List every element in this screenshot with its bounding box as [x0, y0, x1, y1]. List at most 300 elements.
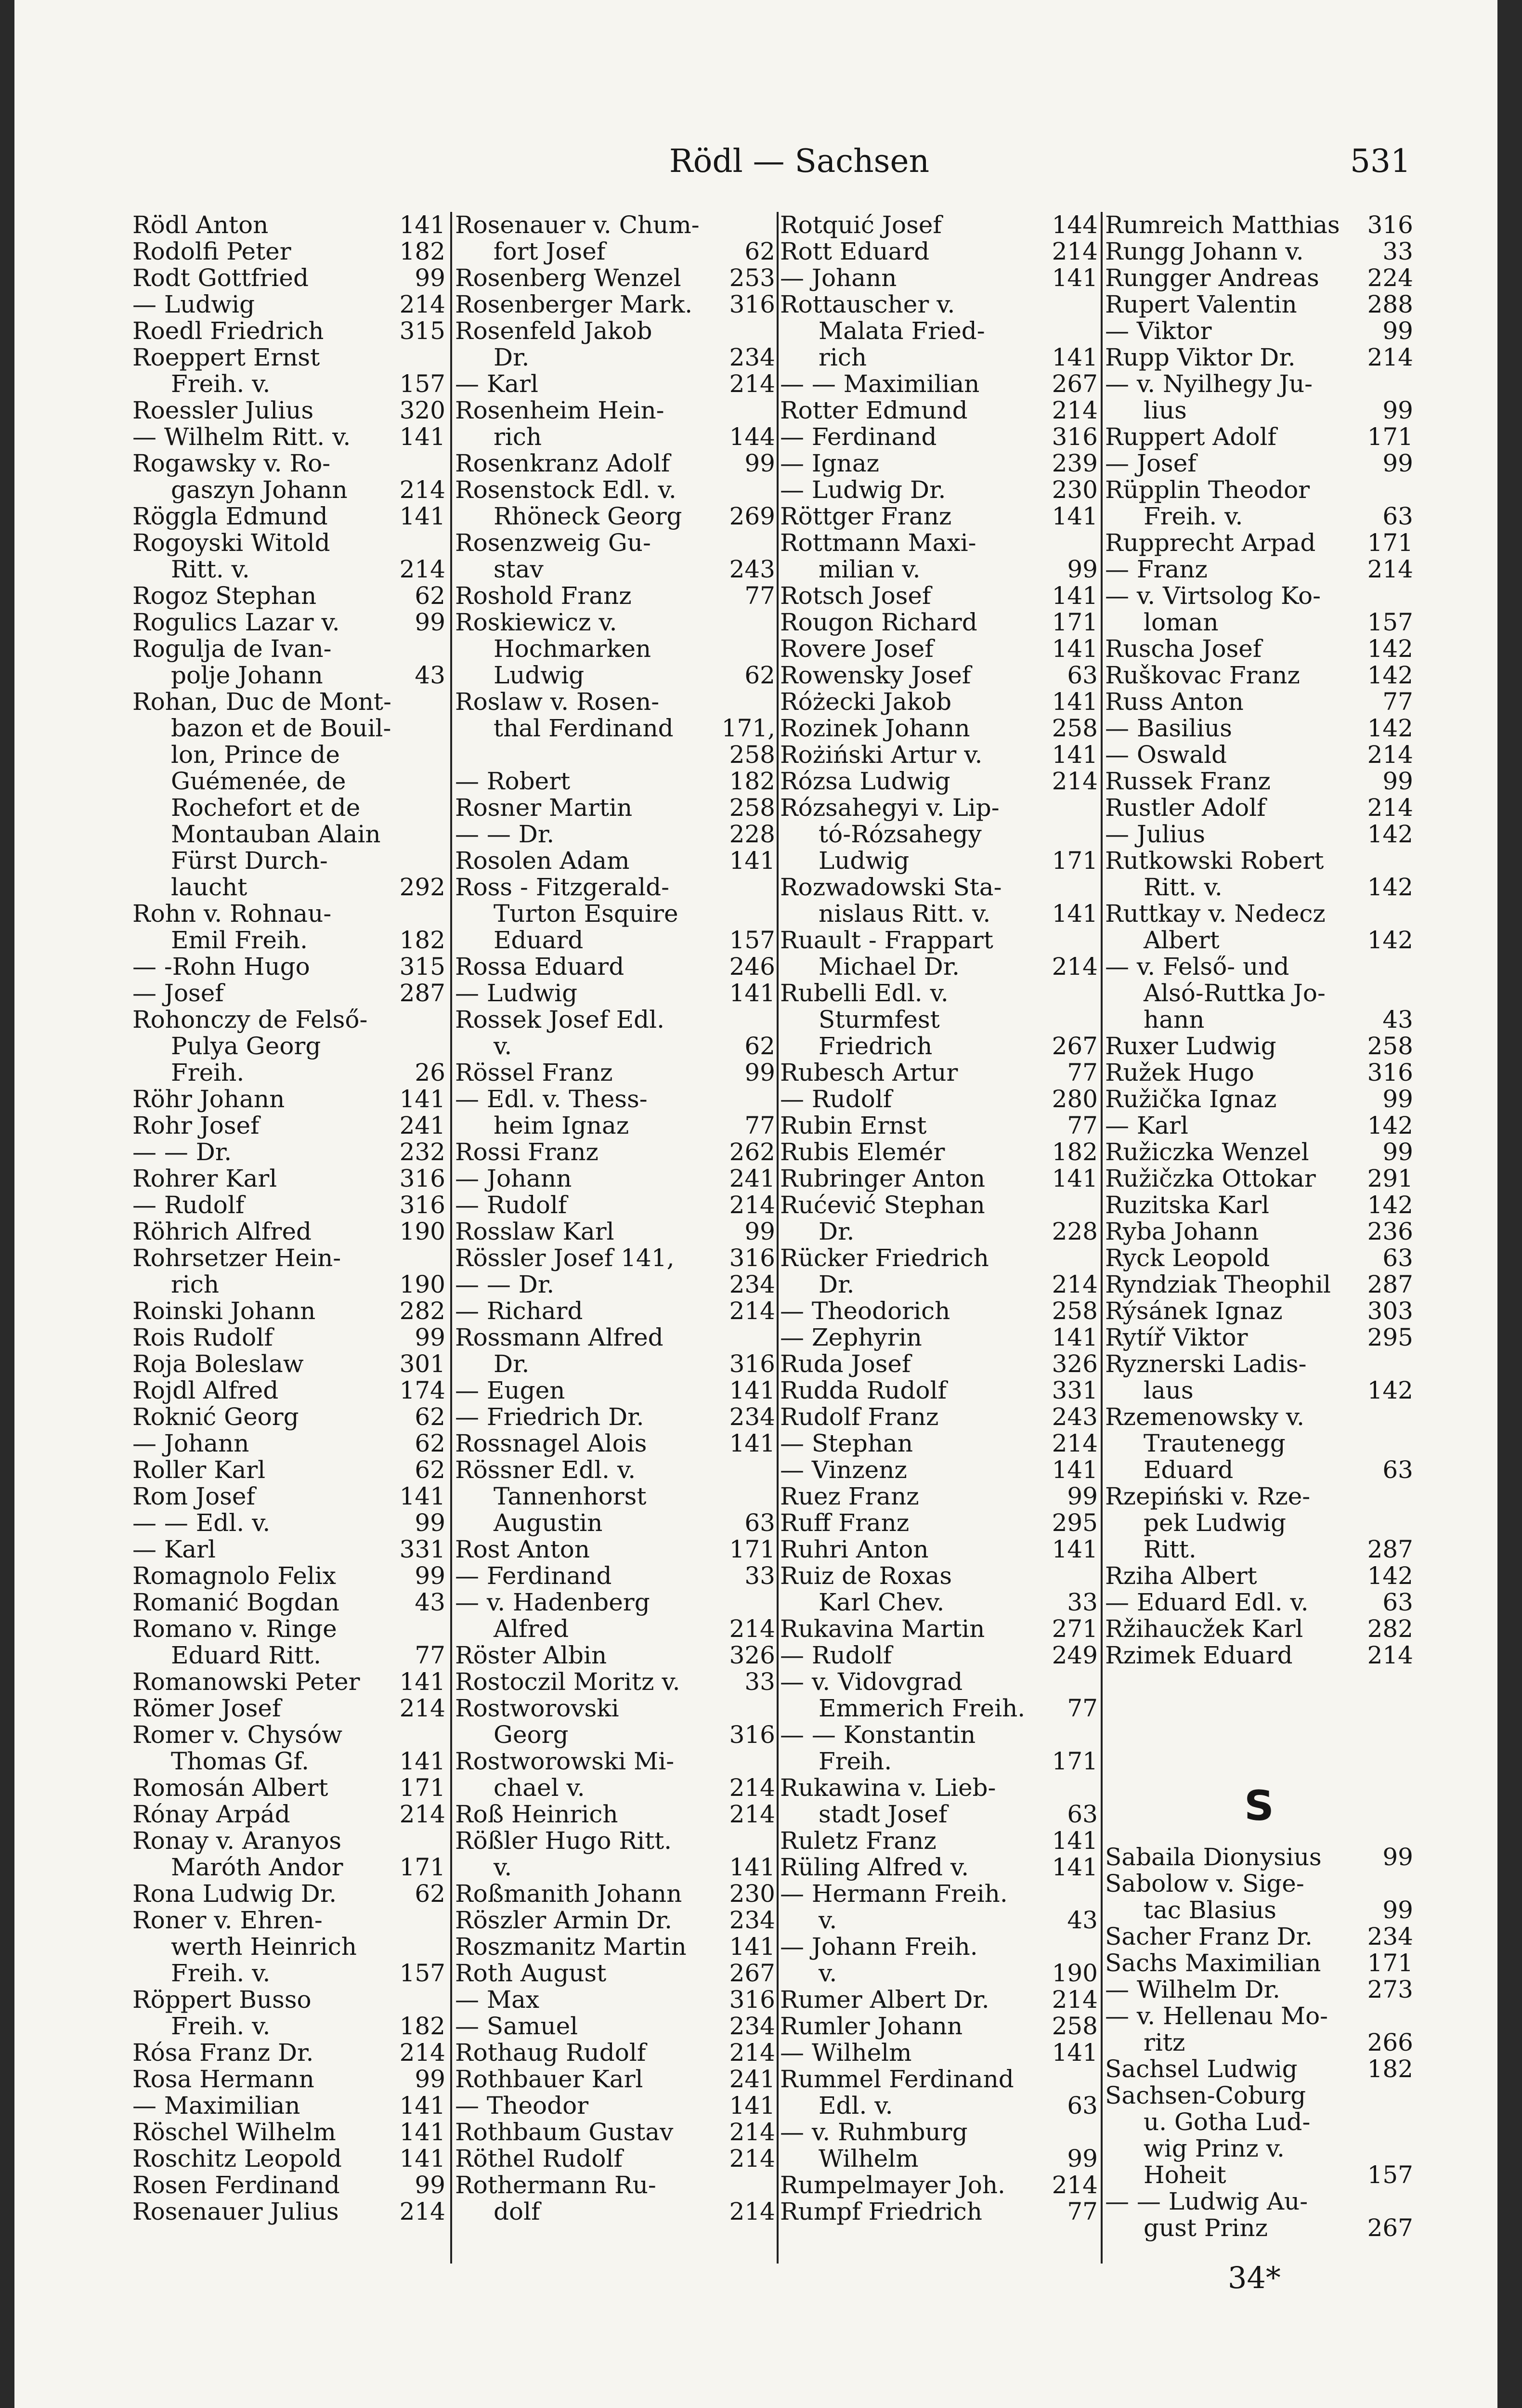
- entry-name: Rothbaum Gustav: [455, 2119, 674, 2146]
- entry-name: Rózsahegyi v. Lip-: [780, 795, 1000, 821]
- entry-page: 292: [399, 873, 445, 901]
- index-entry: [132, 1563, 445, 1589]
- entry-name: — Basilius: [1105, 715, 1232, 742]
- entry-page: 142: [1367, 1562, 1413, 1590]
- entry-name: Ružička Ignaz: [1105, 1086, 1277, 1112]
- index-entry: [132, 1139, 445, 1165]
- entry-name: Rosenheim Hein-: [455, 397, 664, 424]
- entry-name: — Karl: [132, 1536, 216, 1563]
- entry-name: v.: [494, 1854, 512, 1881]
- entry-name: Rubesch Artur: [780, 1060, 958, 1086]
- entry-page: 99: [1382, 396, 1413, 424]
- entry-name: Rzemenowsky v.: [1105, 1404, 1304, 1430]
- index-entry: [1105, 2135, 1413, 2162]
- entry-page: 246: [729, 953, 775, 981]
- entry-name: gaszyn Johann: [171, 477, 348, 503]
- entry-name: Rogulja de Ivan-: [132, 636, 332, 662]
- index-entry: [455, 344, 775, 371]
- entry-page: 228: [1052, 1217, 1098, 1245]
- index-entry: [132, 212, 445, 238]
- column-rule: [777, 212, 779, 2264]
- entry-page: 99: [744, 1217, 775, 1245]
- entry-name: Roedl Friedrich: [132, 318, 324, 344]
- index-entry: [455, 556, 775, 583]
- index-entry: [780, 874, 1098, 901]
- entry-page: 141: [399, 502, 445, 530]
- entry-name: — Stephan: [780, 1430, 913, 1457]
- entry-name: — Wilhelm: [780, 2040, 912, 2066]
- entry-name: Ruškovac Franz: [1105, 662, 1300, 689]
- entry-name: Rossi Franz: [455, 1139, 598, 1165]
- entry-page: 316: [1367, 211, 1413, 239]
- entry-page: 141: [1052, 502, 1098, 530]
- index-entry: [780, 742, 1098, 768]
- entry-name: heim Ignaz: [494, 1112, 629, 1139]
- index-entry: [455, 1987, 775, 2013]
- entry-page: 62: [415, 1403, 445, 1431]
- index-entry: [132, 1960, 445, 1987]
- entry-name: Ryznerski Ladis-: [1105, 1351, 1307, 1377]
- index-entry: [1105, 848, 1413, 874]
- entry-page: 316: [729, 1244, 775, 1272]
- index-entry: [1105, 1192, 1413, 1218]
- entry-page: 258: [729, 794, 775, 822]
- entry-name: thal Ferdinand: [494, 715, 674, 742]
- index-entry: [780, 689, 1098, 715]
- entry-name: — Ferdinand: [780, 424, 937, 450]
- entry-name: — Rudolf: [455, 1192, 567, 1218]
- entry-name: Rosenstock Edl. v.: [455, 477, 676, 503]
- index-entry: [132, 530, 445, 556]
- entry-name: Rupp Viktor Dr.: [1105, 344, 1296, 371]
- index-entry: [455, 1165, 775, 1192]
- entry-page: 33: [1067, 1588, 1098, 1616]
- entry-name: — Theodor: [455, 2093, 589, 2119]
- entry-name: Röster Albin: [455, 1642, 607, 1669]
- entry-name: — Vinzenz: [780, 1457, 907, 1483]
- entry-page: 62: [415, 582, 445, 610]
- entry-name: Ryck Leopold: [1105, 1245, 1270, 1271]
- entry-name: Freih.: [819, 1748, 892, 1775]
- entry-name: Rowensky Josef: [780, 662, 971, 689]
- index-entry: [780, 291, 1098, 318]
- entry-page: 214: [1367, 741, 1413, 769]
- entry-name: Röschel Wilhelm: [132, 2119, 336, 2146]
- entry-page: 62: [744, 237, 775, 265]
- entry-name: Alfred: [494, 1616, 569, 1642]
- entry-name: nislaus Ritt. v.: [819, 901, 991, 927]
- index-entry: [780, 954, 1098, 980]
- entry-name: Rutkowski Robert: [1105, 848, 1324, 874]
- index-entry: [455, 1007, 775, 1033]
- index-entry: [455, 1828, 775, 1854]
- entry-name: Ruscha Josef: [1105, 636, 1262, 662]
- entry-name: gust Prinz: [1144, 2215, 1268, 2241]
- entry-page: 287: [399, 979, 445, 1007]
- entry-name: Sachsel Ludwig: [1105, 2056, 1298, 2082]
- entry-page: 141: [1052, 343, 1098, 371]
- entry-name: Ritt. v.: [1144, 874, 1223, 901]
- entry-page: 273: [1367, 1976, 1413, 2003]
- index-entry: [132, 477, 445, 503]
- column-rule: [450, 212, 452, 2264]
- entry-name: Rubringer Anton: [780, 1165, 986, 1192]
- entry-page: 249: [1052, 1641, 1098, 1669]
- entry-name: — Rudolf: [780, 1642, 892, 1669]
- index-entry: [132, 821, 445, 848]
- entry-page: 142: [1367, 1376, 1413, 1404]
- entry-name: — Eugen: [455, 1377, 565, 1404]
- index-entry: [1105, 2082, 1413, 2109]
- entry-name: Rustler Adolf: [1105, 795, 1266, 821]
- index-entry: [780, 1271, 1098, 1298]
- entry-page: 99: [415, 1509, 445, 1537]
- entry-page: 214: [729, 2039, 775, 2067]
- entry-name: pek Ludwig: [1144, 1510, 1286, 1536]
- index-entry: [780, 1165, 1098, 1192]
- index-entry: [1105, 424, 1413, 450]
- entry-name: Rhöneck Georg: [494, 503, 682, 530]
- entry-page: 214: [729, 1615, 775, 1643]
- entry-name: — Wilhelm Ritt. v.: [132, 424, 351, 450]
- entry-name: tó-Rózsahegy: [819, 821, 982, 848]
- index-entry: [455, 1801, 775, 1828]
- index-entry: [455, 2199, 775, 2225]
- index-entry: [455, 1510, 775, 1536]
- index-entry: [455, 795, 775, 821]
- entry-page: 190: [399, 1270, 445, 1298]
- entry-name: Rosslaw Karl: [455, 1218, 614, 1245]
- entry-page: 33: [744, 1562, 775, 1590]
- index-entry: [780, 2013, 1098, 2040]
- entry-name: Montauban Alain: [171, 821, 381, 848]
- index-entry: [132, 1351, 445, 1377]
- entry-name: u. Gotha Lud-: [1144, 2109, 1311, 2135]
- index-entry: [1105, 662, 1413, 689]
- entry-page: 99: [1382, 767, 1413, 795]
- entry-page: 141: [1052, 1165, 1098, 1192]
- index-entry: [1105, 1510, 1413, 1536]
- entry-page: 214: [399, 1694, 445, 1722]
- entry-page: 214: [1052, 767, 1098, 795]
- entry-name: — Ludwig: [455, 980, 578, 1007]
- index-entry: [132, 1324, 445, 1351]
- index-entry: [780, 1589, 1098, 1616]
- index-entry: [132, 1616, 445, 1642]
- entry-name: Roller Karl: [132, 1457, 266, 1483]
- entry-name: Rois Rudolf: [132, 1324, 273, 1351]
- entry-page: 271: [1052, 1615, 1098, 1643]
- index-entry: [132, 2119, 445, 2146]
- entry-name: — Josef: [132, 980, 224, 1007]
- entry-name: Edl. v.: [819, 2093, 893, 2119]
- index-entry: [132, 1192, 445, 1218]
- entry-name: Rożiński Artur v.: [780, 742, 983, 768]
- entry-page: 171: [729, 1535, 775, 1563]
- entry-page: 230: [729, 1880, 775, 1908]
- index-entry: [132, 371, 445, 397]
- index-entry: [1105, 1060, 1413, 1086]
- entry-page: 214: [729, 2198, 775, 2225]
- entry-page: 99: [1382, 449, 1413, 477]
- entry-name: Albert: [1144, 927, 1220, 954]
- entry-name: Rohn v. Rohnau-: [132, 901, 332, 927]
- index-entry: [132, 1404, 445, 1430]
- index-entry: [780, 2066, 1098, 2093]
- entry-page: 280: [1052, 1085, 1098, 1113]
- index-entry: [780, 1192, 1098, 1218]
- index-entry: [780, 1642, 1098, 1669]
- entry-name: Różecki Jakob: [780, 689, 952, 715]
- index-entry: [780, 2199, 1098, 2225]
- index-entry: [780, 609, 1098, 636]
- entry-name: Thomas Gf.: [171, 1748, 309, 1775]
- entry-name: Rungger Andreas: [1105, 265, 1319, 291]
- entry-page: 214: [399, 290, 445, 318]
- entry-page: 258: [1367, 1032, 1413, 1060]
- entry-page: 33: [1382, 237, 1413, 265]
- index-entry: [1105, 1563, 1413, 1589]
- index-entry: [132, 1033, 445, 1060]
- entry-name: Rosa Hermann: [132, 2066, 314, 2093]
- index-entry: [1105, 1976, 1413, 2003]
- entry-page: 320: [399, 396, 445, 424]
- entry-page: 214: [729, 2145, 775, 2172]
- entry-page: 282: [1367, 1615, 1413, 1643]
- entry-name: Rott Eduard: [780, 238, 930, 265]
- entry-page: 262: [729, 1138, 775, 1166]
- index-entry: [455, 954, 775, 980]
- index-entry: [1105, 954, 1413, 980]
- entry-page: 157: [399, 1959, 445, 1987]
- entry-page: 214: [1052, 1986, 1098, 2014]
- entry-page: 234: [729, 1403, 775, 1431]
- entry-name: lon, Prince de: [171, 742, 340, 768]
- entry-name: lius: [1144, 397, 1187, 424]
- entry-page: 234: [1367, 1923, 1413, 1950]
- entry-name: Romosán Albert: [132, 1775, 328, 1801]
- index-entry: [455, 450, 775, 477]
- index-entry: [455, 1218, 775, 1245]
- index-entry: [455, 1722, 775, 1748]
- index-entry: [132, 1218, 445, 1245]
- entry-page: 142: [1367, 635, 1413, 663]
- index-entry: [780, 450, 1098, 477]
- index-entry: [455, 1271, 775, 1298]
- entry-name: Rossnagel Alois: [455, 1430, 647, 1457]
- entry-name: Ryba Johann: [1105, 1218, 1259, 1245]
- entry-name: Rumreich Matthias: [1105, 212, 1340, 238]
- entry-page: 141: [1052, 1827, 1098, 1855]
- entry-name: laus: [1144, 1377, 1194, 1404]
- entry-page: 171: [399, 1774, 445, 1802]
- entry-page: 214: [1367, 1641, 1413, 1669]
- entry-page: 266: [1367, 2028, 1413, 2056]
- entry-page: 99: [1382, 1896, 1413, 1924]
- entry-name: — Karl: [1105, 1112, 1188, 1139]
- entry-name: — v. Vidovgrad: [780, 1669, 963, 1695]
- index-entry: [1105, 795, 1413, 821]
- index-entry: [455, 1033, 775, 1060]
- entry-name: Rungg Johann v.: [1105, 238, 1304, 265]
- index-entry: [780, 556, 1098, 583]
- index-entry: [1105, 1007, 1413, 1033]
- index-entry: [455, 662, 775, 689]
- entry-name: — v. Nyilhegy Ju-: [1105, 371, 1313, 397]
- entry-page: 315: [399, 317, 445, 345]
- index-entry: [1105, 1086, 1413, 1112]
- entry-page: 214: [1052, 396, 1098, 424]
- index-entry: [455, 715, 775, 742]
- entry-name: Rohan, Duc de Mont-: [132, 689, 391, 715]
- entry-name: Rotter Edmund: [780, 397, 968, 424]
- entry-name: Ruletz Franz: [780, 1828, 937, 1854]
- entry-name: Rohr Josef: [132, 1112, 260, 1139]
- entry-name: — v. Hadenberg: [455, 1589, 650, 1616]
- entry-name: Roßmanith Johann: [455, 1881, 682, 1907]
- index-entry: [455, 1960, 775, 1987]
- index-entry: [780, 1298, 1098, 1324]
- entry-name: — Robert: [455, 768, 571, 795]
- entry-name: Rónay Arpád: [132, 1801, 290, 1828]
- entry-page: 157: [399, 370, 445, 398]
- entry-name: rich: [171, 1271, 220, 1298]
- entry-page: 171,: [721, 714, 775, 742]
- entry-name: milian v.: [819, 556, 921, 583]
- entry-name: Rohrsetzer Hein-: [132, 1245, 341, 1271]
- entry-name: Ružiczka Wenzel: [1105, 1139, 1309, 1165]
- entry-name: Rüpplin Theodor: [1105, 477, 1310, 503]
- entry-page: 241: [729, 2065, 775, 2093]
- index-entry: [780, 1483, 1098, 1510]
- entry-name: laucht: [171, 874, 247, 901]
- index-entry: [132, 848, 445, 874]
- index-entry: [780, 397, 1098, 424]
- entry-page: 182: [399, 2012, 445, 2040]
- entry-name: Rzepiński v. Rze-: [1105, 1483, 1311, 1510]
- index-entry: [132, 1007, 445, 1033]
- entry-page: 99: [744, 1059, 775, 1086]
- index-entry: [780, 1722, 1098, 1748]
- entry-name: Rodt Gottfried: [132, 265, 309, 291]
- index-entry: [455, 901, 775, 927]
- index-entry: [780, 371, 1098, 397]
- index-entry: [455, 874, 775, 901]
- entry-name: Roshold Franz: [455, 583, 632, 609]
- entry-page: 214: [399, 1800, 445, 1828]
- entry-page: 142: [1367, 1191, 1413, 1219]
- index-entry: [455, 1483, 775, 1510]
- entry-name: Romano v. Ringe: [132, 1616, 337, 1642]
- entry-name: Guémenée, de: [171, 768, 346, 795]
- entry-name: Rothbauer Karl: [455, 2066, 643, 2093]
- entry-name: Roner v. Ehren-: [132, 1907, 323, 1934]
- entry-name: Ružičzka Ottokar: [1105, 1165, 1316, 1192]
- index-entry: [1105, 901, 1413, 927]
- entry-page: 141: [1052, 1535, 1098, 1563]
- index-entry: [455, 318, 775, 344]
- entry-name: — — Maximilian: [780, 371, 980, 397]
- entry-page: 214: [729, 1774, 775, 1802]
- entry-name: — Johann: [780, 265, 897, 291]
- entry-name: Röhr Johann: [132, 1086, 285, 1112]
- entry-name: — Viktor: [1105, 318, 1212, 344]
- entry-name: Sabolow v. Sige-: [1105, 1871, 1304, 1897]
- entry-name: Rosenauer v. Chum-: [455, 212, 700, 238]
- entry-name: Freih.: [171, 1060, 245, 1086]
- index-entry: [780, 344, 1098, 371]
- entry-name: Maróth Andor: [171, 1854, 343, 1881]
- entry-name: polje Johann: [171, 662, 323, 689]
- index-entry: [1105, 1616, 1413, 1642]
- entry-name: — Ludwig: [132, 291, 255, 318]
- entry-page: 171: [1367, 1949, 1413, 1977]
- entry-page: 141: [399, 423, 445, 451]
- entry-name: Rössner Edl. v.: [455, 1457, 636, 1483]
- entry-page: 214: [399, 2039, 445, 2067]
- entry-name: Rosen Ferdinand: [132, 2172, 340, 2199]
- entry-name: Roja Boleslaw: [132, 1351, 304, 1377]
- entry-page: 141: [729, 2092, 775, 2120]
- entry-name: Rozwadowski Sta-: [780, 874, 1002, 901]
- index-entry: [455, 1695, 775, 1722]
- index-entry: [455, 2066, 775, 2093]
- index-entry: [455, 2040, 775, 2066]
- entry-page: 142: [1367, 661, 1413, 689]
- entry-page: 142: [1367, 714, 1413, 742]
- index-entry: [132, 1271, 445, 1298]
- entry-page: 301: [399, 1350, 445, 1378]
- entry-name: Rubelli Edl. v.: [780, 980, 949, 1007]
- entry-name: fort Josef: [494, 238, 606, 265]
- entry-name: chael v.: [494, 1775, 585, 1801]
- entry-page: 234: [729, 1906, 775, 1934]
- entry-name: ritz: [1144, 2029, 1185, 2056]
- entry-page: 182: [1052, 1138, 1098, 1166]
- index-entry: [132, 927, 445, 954]
- index-entry: [455, 1139, 775, 1165]
- index-entry: [1105, 1271, 1413, 1298]
- entry-page: 141: [1052, 635, 1098, 663]
- entry-page: 182: [729, 767, 775, 795]
- index-entry: [132, 2040, 445, 2066]
- index-entry: [780, 715, 1098, 742]
- index-entry: [780, 636, 1098, 662]
- entry-page: 43: [415, 661, 445, 689]
- entry-name: — Theodorich: [780, 1298, 950, 1324]
- index-entry: [780, 1828, 1098, 1854]
- entry-page: 62: [415, 1456, 445, 1484]
- entry-name: Rosenzweig Gu-: [455, 530, 651, 556]
- index-entry: [132, 662, 445, 689]
- index-entry: [132, 1828, 445, 1854]
- entry-name: Sachs Maximilian: [1105, 1950, 1321, 1976]
- entry-page: 77: [415, 1641, 445, 1669]
- entry-page: 230: [1052, 476, 1098, 504]
- entry-page: 253: [729, 264, 775, 292]
- entry-page: 141: [1052, 1456, 1098, 1484]
- entry-name: Rudda Rudolf: [780, 1377, 947, 1404]
- index-entry: [132, 1854, 445, 1881]
- entry-page: 141: [729, 979, 775, 1007]
- index-entry: [780, 980, 1098, 1007]
- entry-page: 282: [399, 1297, 445, 1325]
- entry-name: Rubin Ernst: [780, 1112, 927, 1139]
- entry-name: Roslaw v. Rosen-: [455, 689, 660, 715]
- index-entry: [780, 2093, 1098, 2119]
- index-entry: [455, 1589, 775, 1616]
- index-entry: [1105, 609, 1413, 636]
